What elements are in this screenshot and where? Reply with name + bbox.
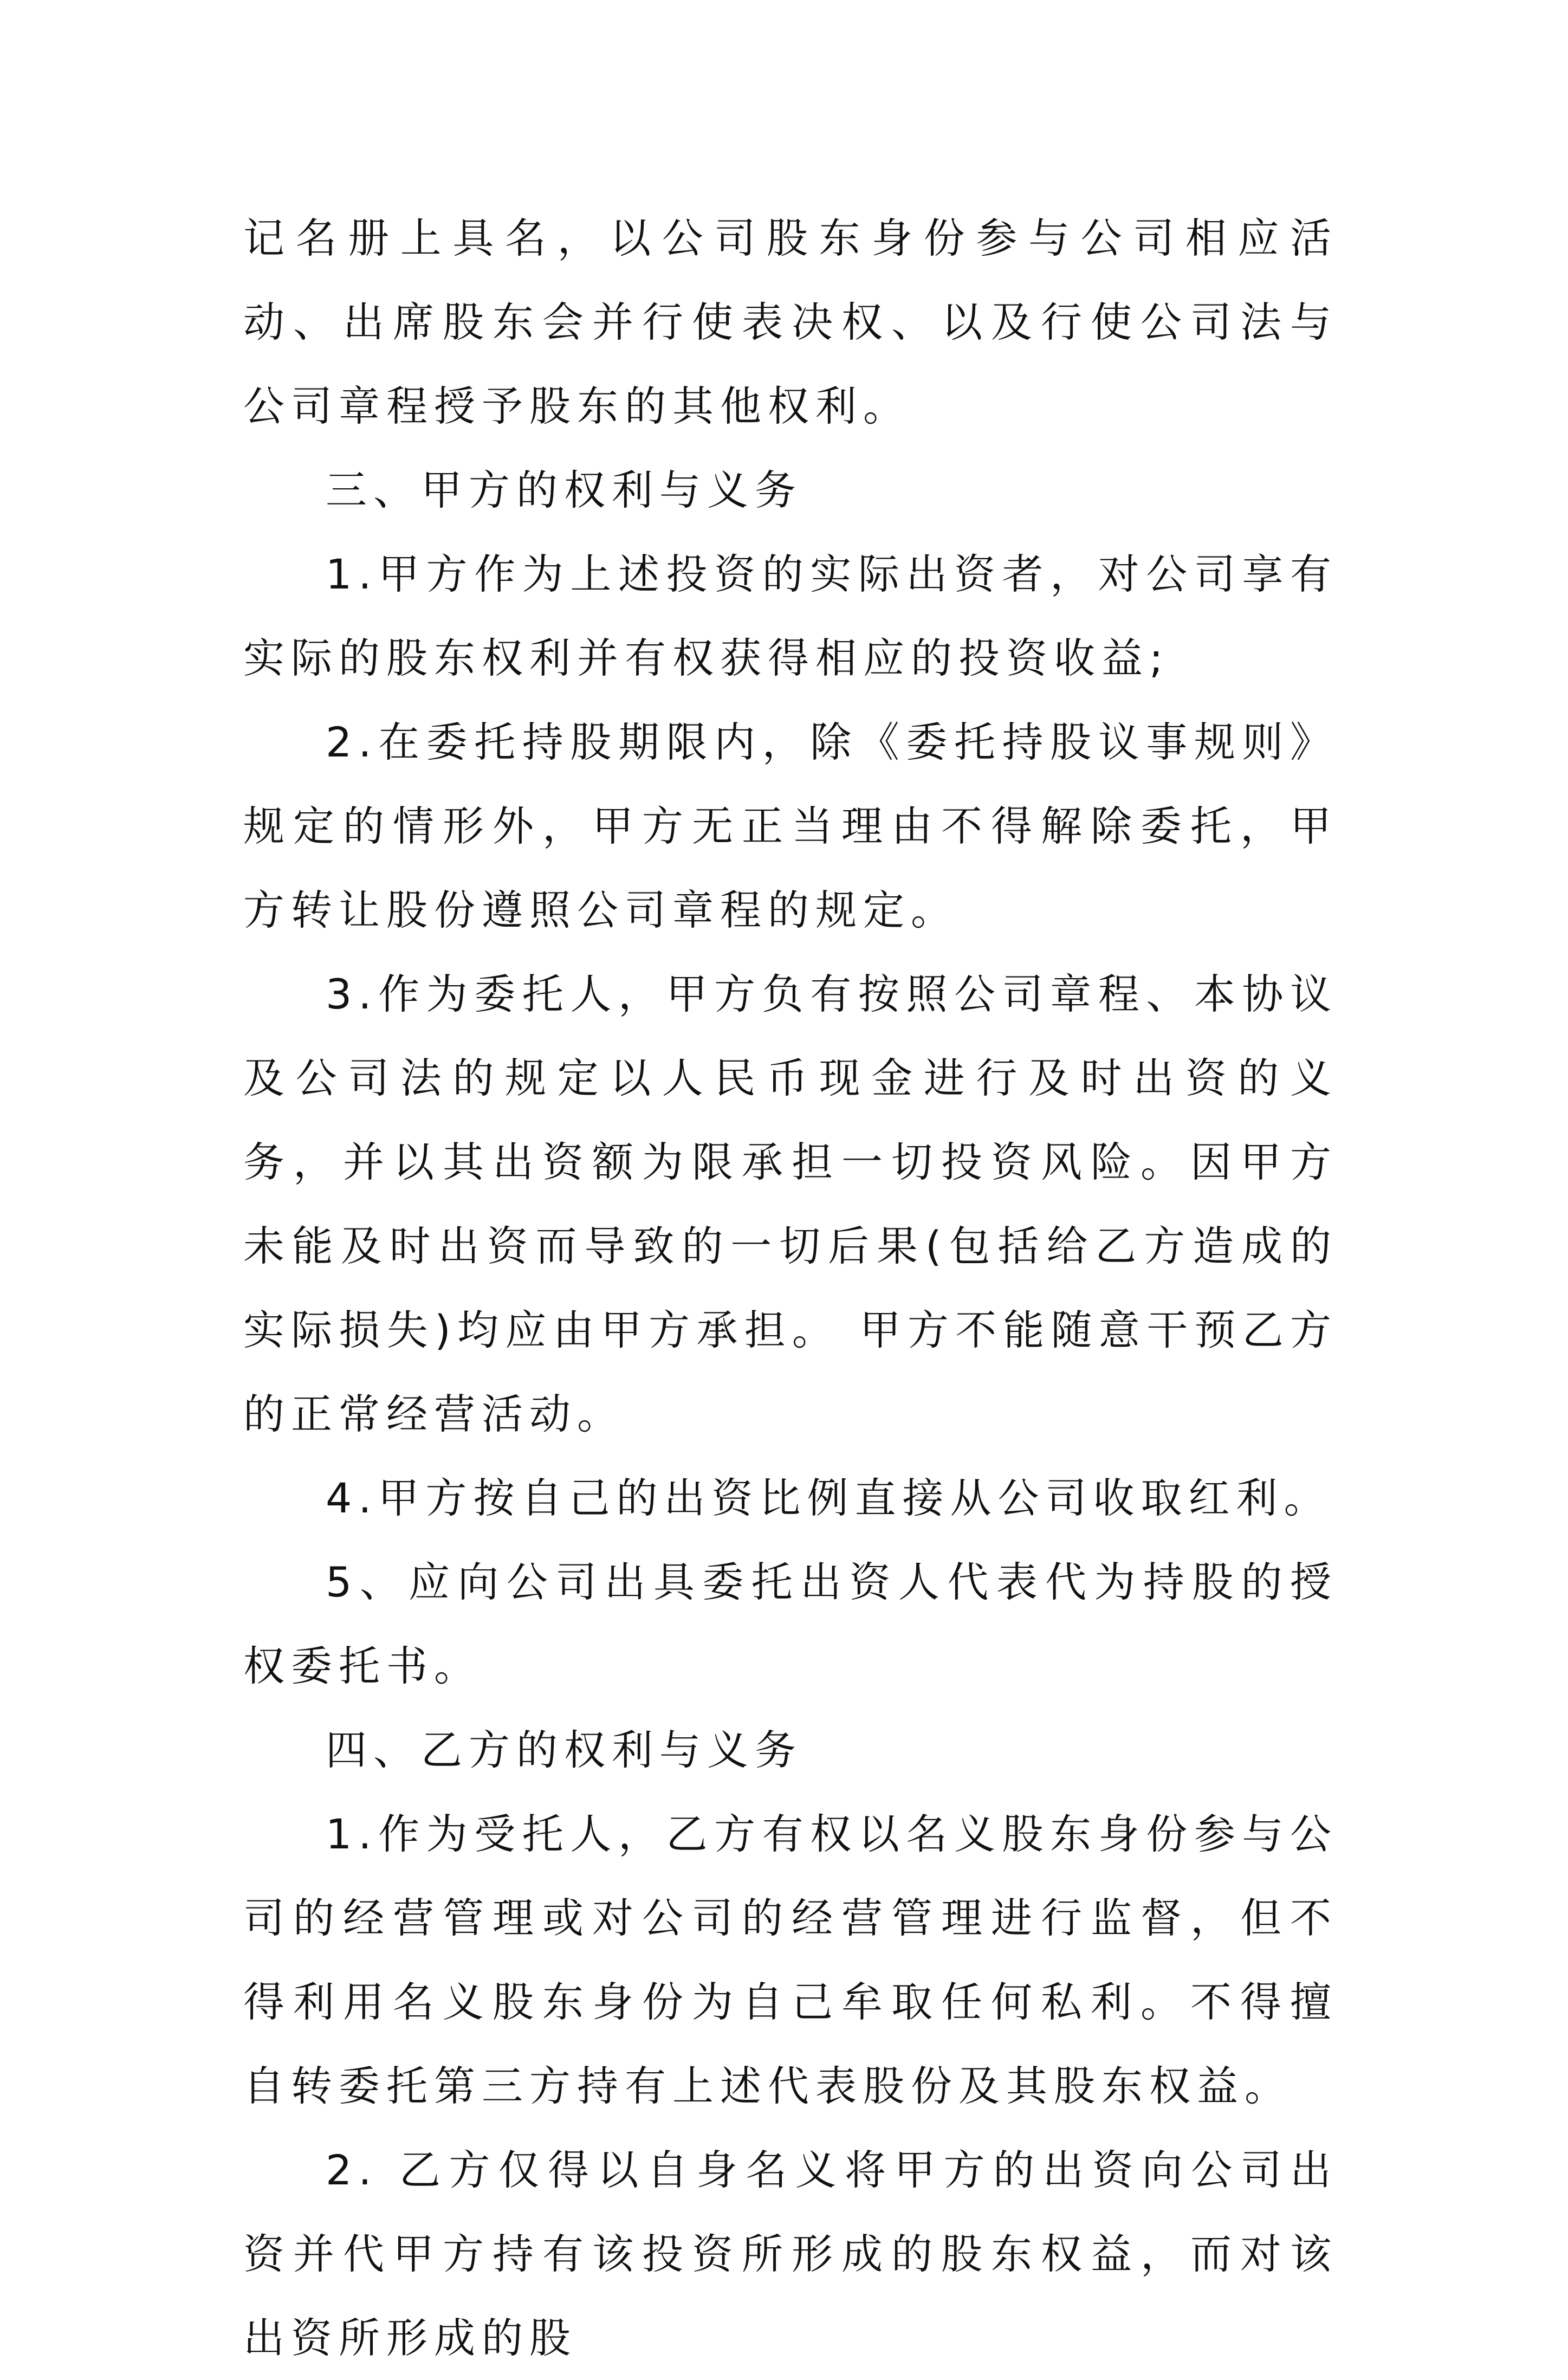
paragraph-party-a-item-3: 3.作为委托人，甲方负有按照公司章程、本协议及公司法的规定以人民币现金进行及时出资的义务，并以其出资额为限承担一切投资风险。因甲方未能及时出资而导致的一切后果(包括给乙方造成的实际损失)均应由甲方承担。 甲方不能随意干预乙方的正常经营活动。 bbox=[243, 970, 1338, 1438]
paragraph-party-a-item-1: 1.甲方作为上述投资的实际出资者，对公司享有实际的股东权利并有权获得相应的投资收益; bbox=[243, 550, 1338, 682]
paragraph-continuation: 记名册上具名，以公司股东身份参与公司相应活动、出席股东会并行使表决权、以及行使公司法与公司章程授予股东的其他权利。 bbox=[243, 214, 1338, 430]
document-body bbox=[243, 196, 1338, 2380]
paragraph-party-a-item-2: 2.在委托持股期限内，除《委托持股议事规则》规定的情形外，甲方无正当理由不得解除委托，甲方转让股份遵照公司章程的规定。 bbox=[243, 718, 1338, 934]
section-heading-party-b-rights: 四、乙方的权利与义务 bbox=[326, 1726, 802, 1774]
paragraph-party-b-item-2: 2. 乙方仅得以自身名义将甲方的出资向公司出资并代甲方持有该投资所形成的股东权益，而对该出资所形成的股 bbox=[243, 2146, 1338, 2362]
paragraph-party-a-item-4: 4.甲方按自己的出资比例直接从公司收取红利。 bbox=[326, 1474, 1332, 1522]
section-heading-party-a-rights: 三、甲方的权利与义务 bbox=[326, 466, 802, 514]
paragraph-party-a-item-5: 5、应向公司出具委托出资人代表代为持股的授权委托书。 bbox=[243, 1558, 1338, 1690]
paragraph-party-b-item-1: 1.作为受托人，乙方有权以名义股东身份参与公司的经营管理或对公司的经营管理进行监督，但不得利用名义股东身份为自己牟取任何私利。不得擅自转委托第三方持有上述代表股份及其股东权益。 bbox=[243, 1810, 1338, 2110]
